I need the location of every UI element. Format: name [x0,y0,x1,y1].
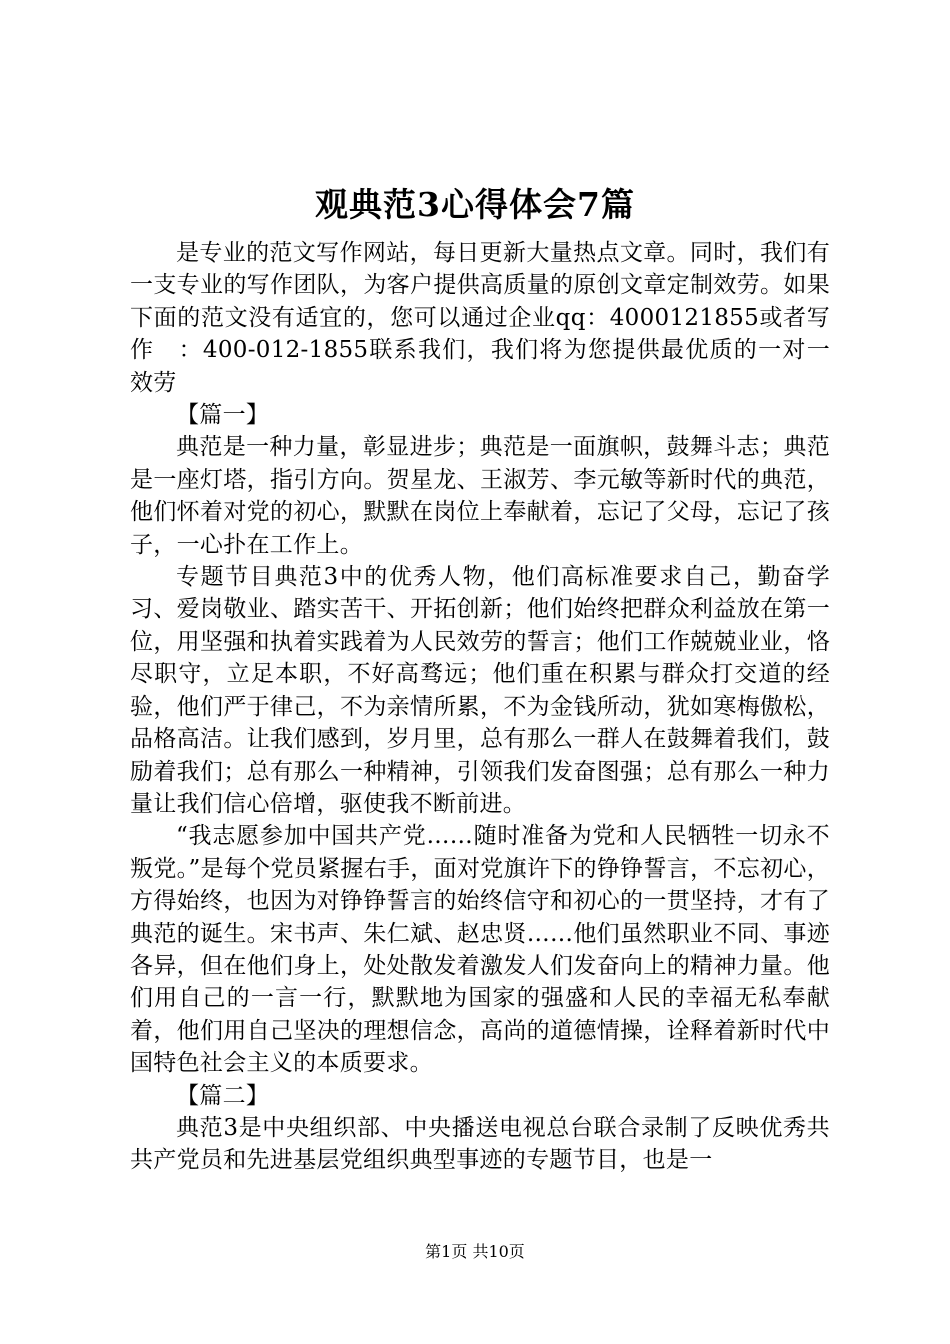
section-heading-1: 【篇一】 [176,402,270,429]
intro-paragraph: 是专业的范文写作网站，每日更新大量热点文章。同时，我们有一支专业的写作团队，为客户提供高质量的原创文章定制效劳。如果下面的范文没有适宜的，您可以通过企业qq：4000121855或者写作 ：400-012-1855联系我们，我们将为您提供最优质的一对一效劳 [130,240,830,396]
paragraph: 典范是一种力量，彰显进步；典范是一面旗帜，鼓舞斗志；典范是一座灯塔，指引方向。贺星龙、王淑芳、李元敏等新时代的典范，他们怀着对党的初心，默默在岗位上奉献着，忘记了父母，忘记了孩子，一心扑在工作上。 [130,434,830,558]
page-number-footer: 第1页 共10页 [425,1242,525,1261]
paragraph: “我志愿参加中国共产党……随时准备为党和人民牺牲一切永不叛党。”是每个党员紧握右手，面对党旗许下的铮铮誓言，不忘初心，方得始终，也因为对铮铮誓言的始终信守和初心的一贯坚持，才有了典范的诞生。宋书声、朱仁斌、赵忠贤……他们虽然职业不同、事迹各异，但在他们身上，处处散发着激发人们发奋向上的精神力量。他们用自己的一言一行，默默地为国家的强盛和人民的幸福无私奉献着，他们用自己坚决的理想信念，高尚的道德情操，诠释着新时代中国特色社会主义的本质要求。 [130,823,830,1077]
page-title: 观典范3心得体会7篇 [315,185,635,224]
paragraph: 专题节目典范3中的优秀人物，他们高标准要求自己，勤奋学习、爱岗敬业、踏实苦干、开拓创新；他们始终把群众利益放在第一位，用坚强和执着实践着为人民效劳的誓言；他们工作兢兢业业，恪尽职守，立足本职，不好高骛远；他们重在积累与群众打交道的经验，他们严于律己，不为亲情所累，不为金钱所动，犹如寒梅傲松，品格高洁。让我们感到，岁月里，总有那么一群人在鼓舞着我们，鼓励着我们；总有那么一种精神，引领我们发奋图强；总有那么一种力量让我们信心倍增，驱使我不断前进。 [130,564,830,817]
document-body [130,237,830,1177]
paragraph: 典范3是中央组织部、中央播送电视总台联合录制了反映优秀共共产党员和先进基层党组织典型事迹的专题节目，也是一 [130,1114,830,1174]
section-heading-2: 【篇二】 [176,1082,270,1109]
